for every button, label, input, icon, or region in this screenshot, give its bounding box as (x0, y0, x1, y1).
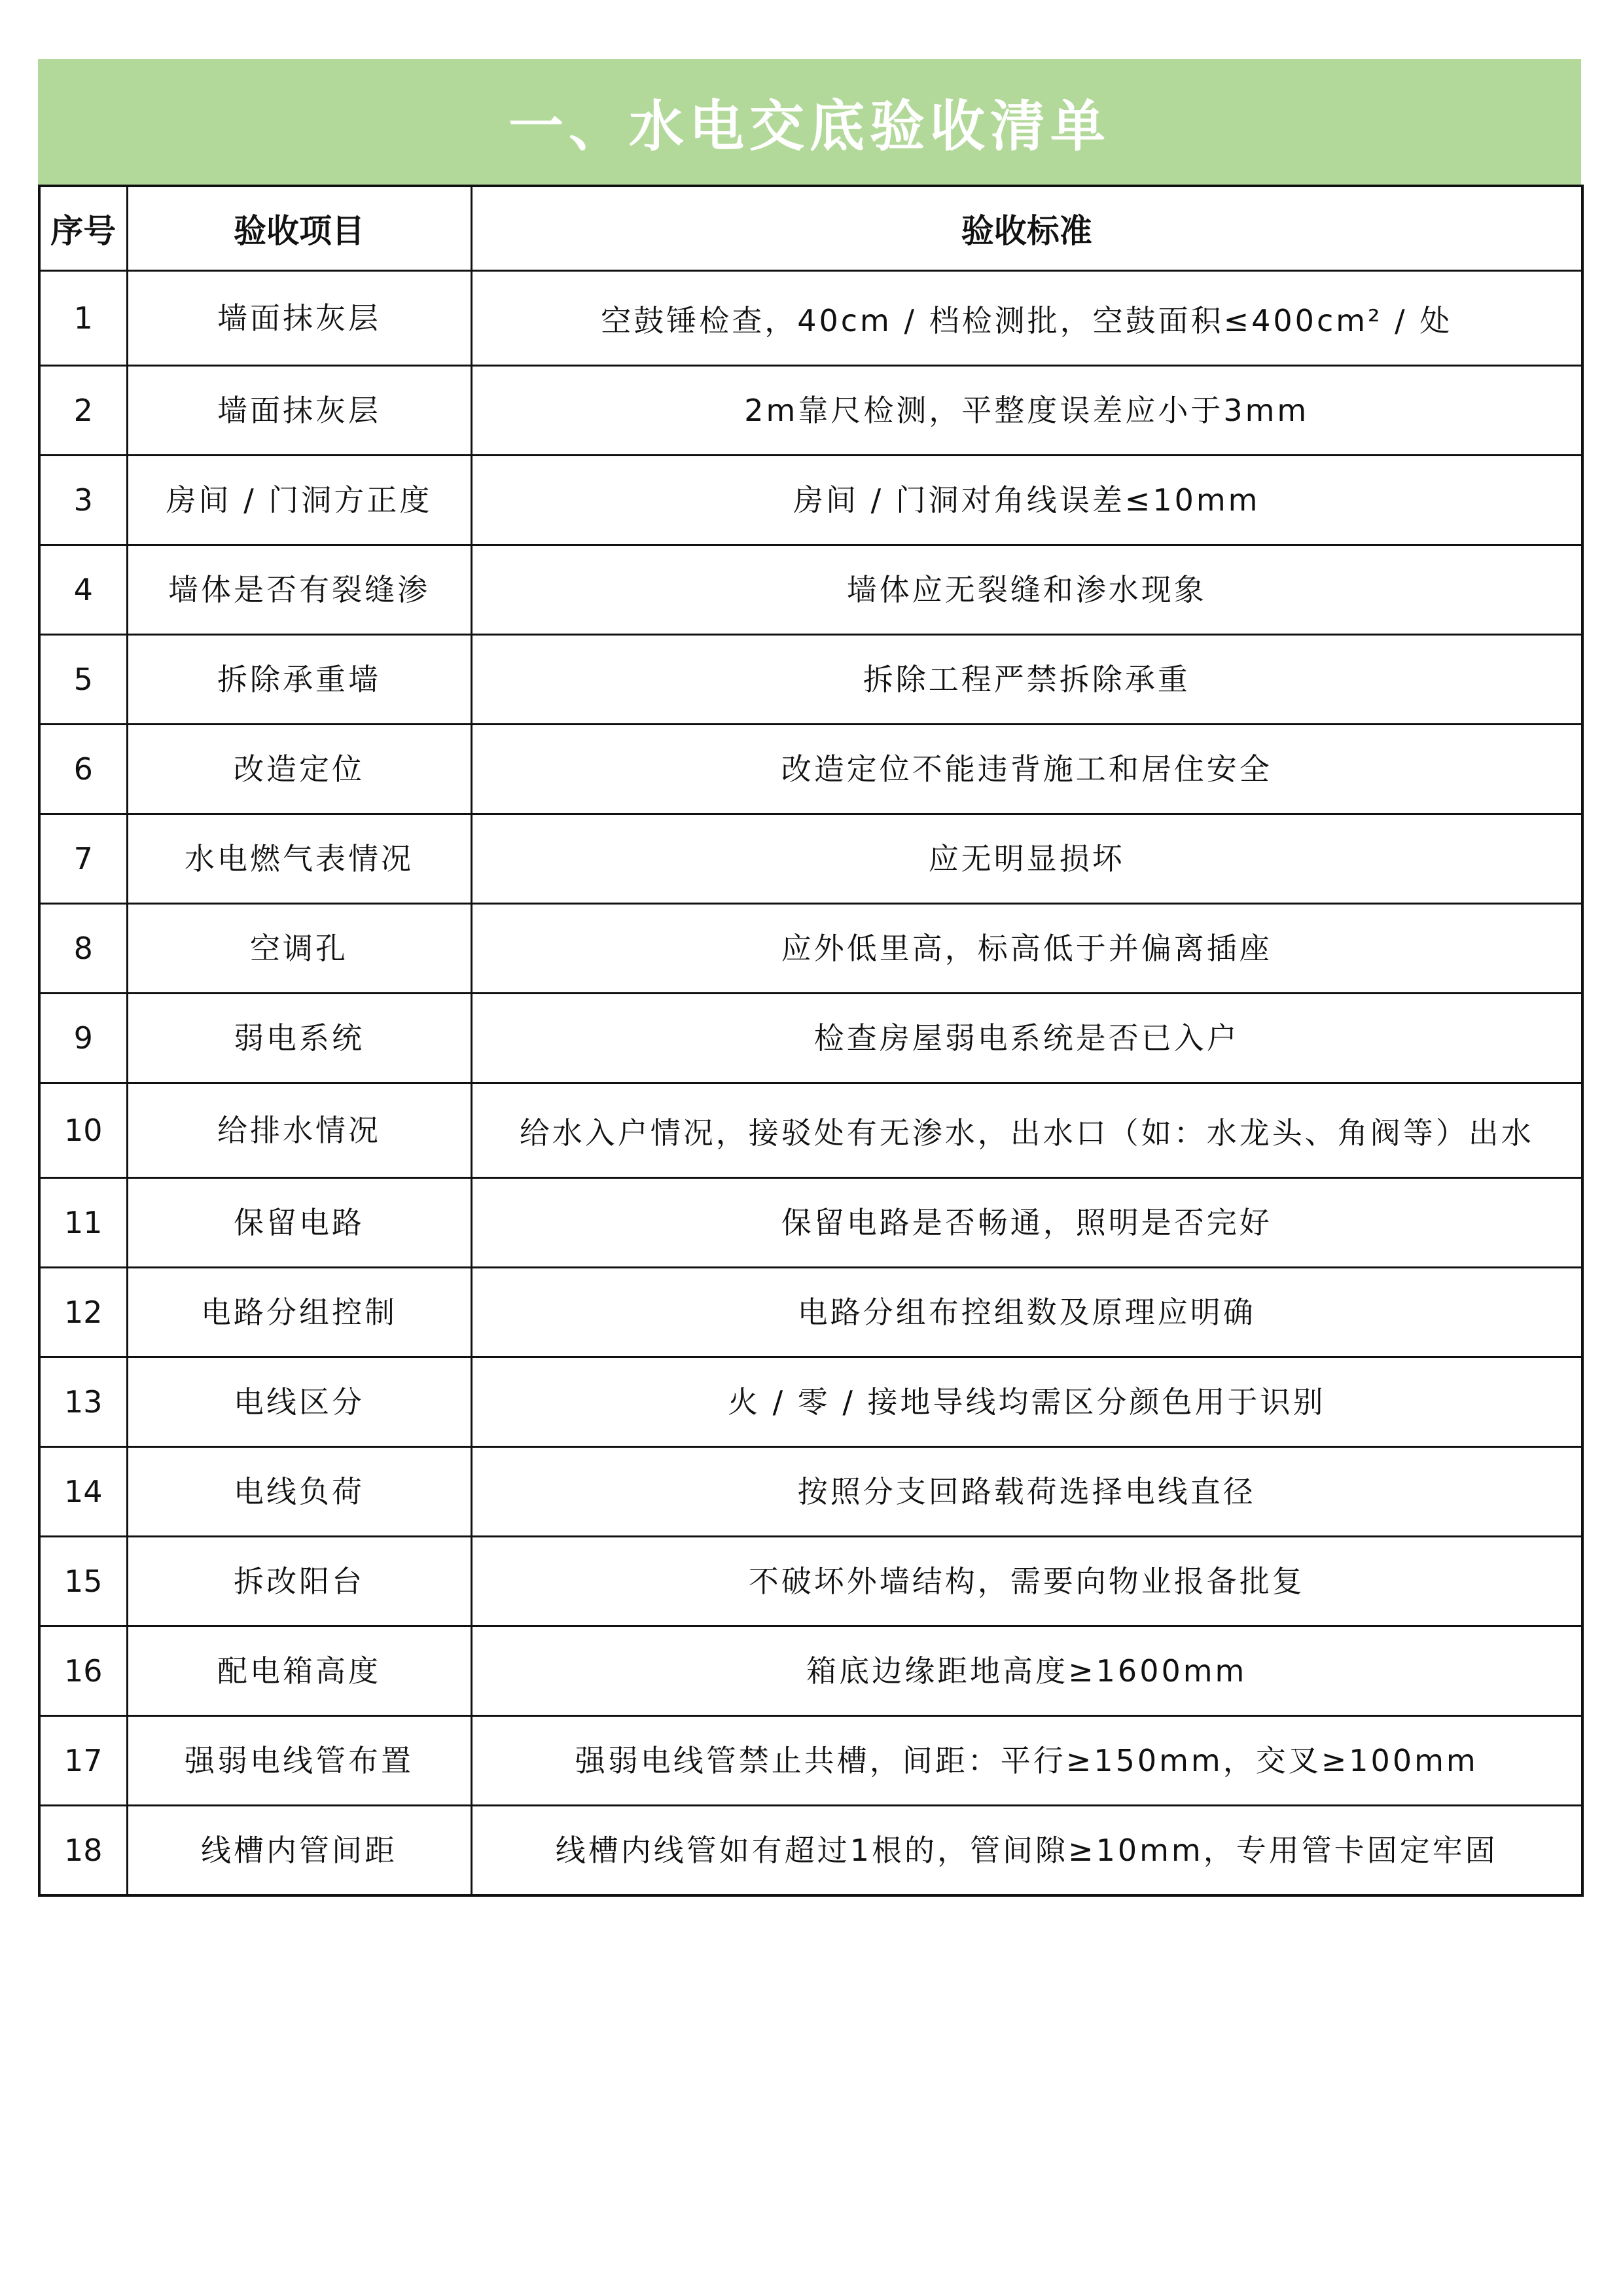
row-standard: 房间 / 门洞对角线误差≤10mm (471, 456, 1582, 545)
row-standard: 拆除工程严禁拆除承重 (471, 635, 1582, 725)
row-standard: 强弱电线管禁止共槽，间距：平行≥150mm，交叉≥100mm (471, 1716, 1582, 1806)
row-item: 拆改阳台 (127, 1537, 471, 1626)
row-standard: 箱底边缘距地高度≥1600mm (471, 1626, 1582, 1716)
row-item: 电路分组控制 (127, 1268, 471, 1357)
row-number: 12 (39, 1268, 127, 1357)
row-number: 7 (39, 814, 127, 904)
table-row (39, 814, 1582, 904)
row-standard: 火 / 零 / 接地导线均需区分颜色用于识别 (471, 1357, 1582, 1447)
row-number: 14 (39, 1447, 127, 1537)
title-bar (38, 59, 1581, 185)
row-number: 9 (39, 994, 127, 1083)
page-title: 一、水电交底验收清单 (508, 94, 1111, 158)
table-row (39, 271, 1582, 366)
row-number: 4 (39, 545, 127, 635)
header-item: 验收项目 (127, 186, 471, 271)
table-row (39, 456, 1582, 545)
row-standard: 应无明显损坏 (471, 814, 1582, 904)
row-standard-text: 空鼓锤检查，40cm / 档检测批，空鼓面积≤400cm² / 处 (601, 303, 1453, 338)
row-number: 8 (39, 904, 127, 994)
table-row (39, 1716, 1582, 1806)
row-item: 保留电路 (127, 1178, 471, 1268)
row-standard (471, 271, 1582, 366)
table-row (39, 1537, 1582, 1626)
table-row (39, 545, 1582, 635)
row-item: 给排水情况 (127, 1083, 471, 1178)
row-standard: 墙体应无裂缝和渗水现象 (471, 545, 1582, 635)
table-row (39, 994, 1582, 1083)
row-item: 拆除承重墙 (127, 635, 471, 725)
table-row (39, 1268, 1582, 1357)
row-standard: 2m靠尺检测，平整度误差应小于3mm (471, 366, 1582, 456)
row-number: 3 (39, 456, 127, 545)
table-row (39, 1178, 1582, 1268)
row-item: 线槽内管间距 (127, 1806, 471, 1896)
row-number: 6 (39, 725, 127, 814)
table-row (39, 1447, 1582, 1537)
table-body (39, 271, 1582, 1896)
row-number: 1 (39, 271, 127, 366)
row-standard: 保留电路是否畅通，照明是否完好 (471, 1178, 1582, 1268)
table-row (39, 1806, 1582, 1896)
table-row (39, 1357, 1582, 1447)
row-standard: 按照分支回路载荷选择电线直径 (471, 1447, 1582, 1537)
row-item: 强弱电线管布置 (127, 1716, 471, 1806)
header-no: 序号 (39, 186, 127, 271)
row-number: 17 (39, 1716, 127, 1806)
row-item: 墙面抹灰层 (127, 271, 471, 366)
row-number: 13 (39, 1357, 127, 1447)
row-standard: 电路分组布控组数及原理应明确 (471, 1268, 1582, 1357)
row-number: 11 (39, 1178, 127, 1268)
table-row (39, 366, 1582, 456)
row-item: 电线区分 (127, 1357, 471, 1447)
table-row (39, 725, 1582, 814)
row-item: 电线负荷 (127, 1447, 471, 1537)
row-number: 5 (39, 635, 127, 725)
row-item: 改造定位 (127, 725, 471, 814)
row-standard: 不破坏外墙结构，需要向物业报备批复 (471, 1537, 1582, 1626)
row-standard: 检查房屋弱电系统是否已入户 (471, 994, 1582, 1083)
table-row (39, 904, 1582, 994)
header-standard: 验收标准 (471, 186, 1582, 271)
row-standard-text: 给水入户情况，接驳处有无渗水，出水口（如：水龙头、角阀等）出水 (519, 1115, 1534, 1151)
row-item: 空调孔 (127, 904, 471, 994)
checklist-sheet (38, 59, 1581, 1897)
row-item: 配电箱高度 (127, 1626, 471, 1716)
table-row (39, 1626, 1582, 1716)
row-item: 弱电系统 (127, 994, 471, 1083)
checklist-table (38, 185, 1584, 1897)
row-standard (471, 1083, 1582, 1178)
row-number: 15 (39, 1537, 127, 1626)
row-standard: 线槽内线管如有超过1根的，管间隙≥10mm，专用管卡固定牢固 (471, 1806, 1582, 1896)
row-standard: 改造定位不能违背施工和居住安全 (471, 725, 1582, 814)
row-item: 墙体是否有裂缝渗 (127, 545, 471, 635)
row-standard: 应外低里高，标高低于并偏离插座 (471, 904, 1582, 994)
row-number: 2 (39, 366, 127, 456)
table-row (39, 1083, 1582, 1178)
row-item: 水电燃气表情况 (127, 814, 471, 904)
row-number: 16 (39, 1626, 127, 1716)
row-item: 墙面抹灰层 (127, 366, 471, 456)
table-row (39, 635, 1582, 725)
row-number: 18 (39, 1806, 127, 1896)
row-number: 10 (39, 1083, 127, 1178)
row-item: 房间 / 门洞方正度 (127, 456, 471, 545)
table-header-row (39, 186, 1582, 271)
